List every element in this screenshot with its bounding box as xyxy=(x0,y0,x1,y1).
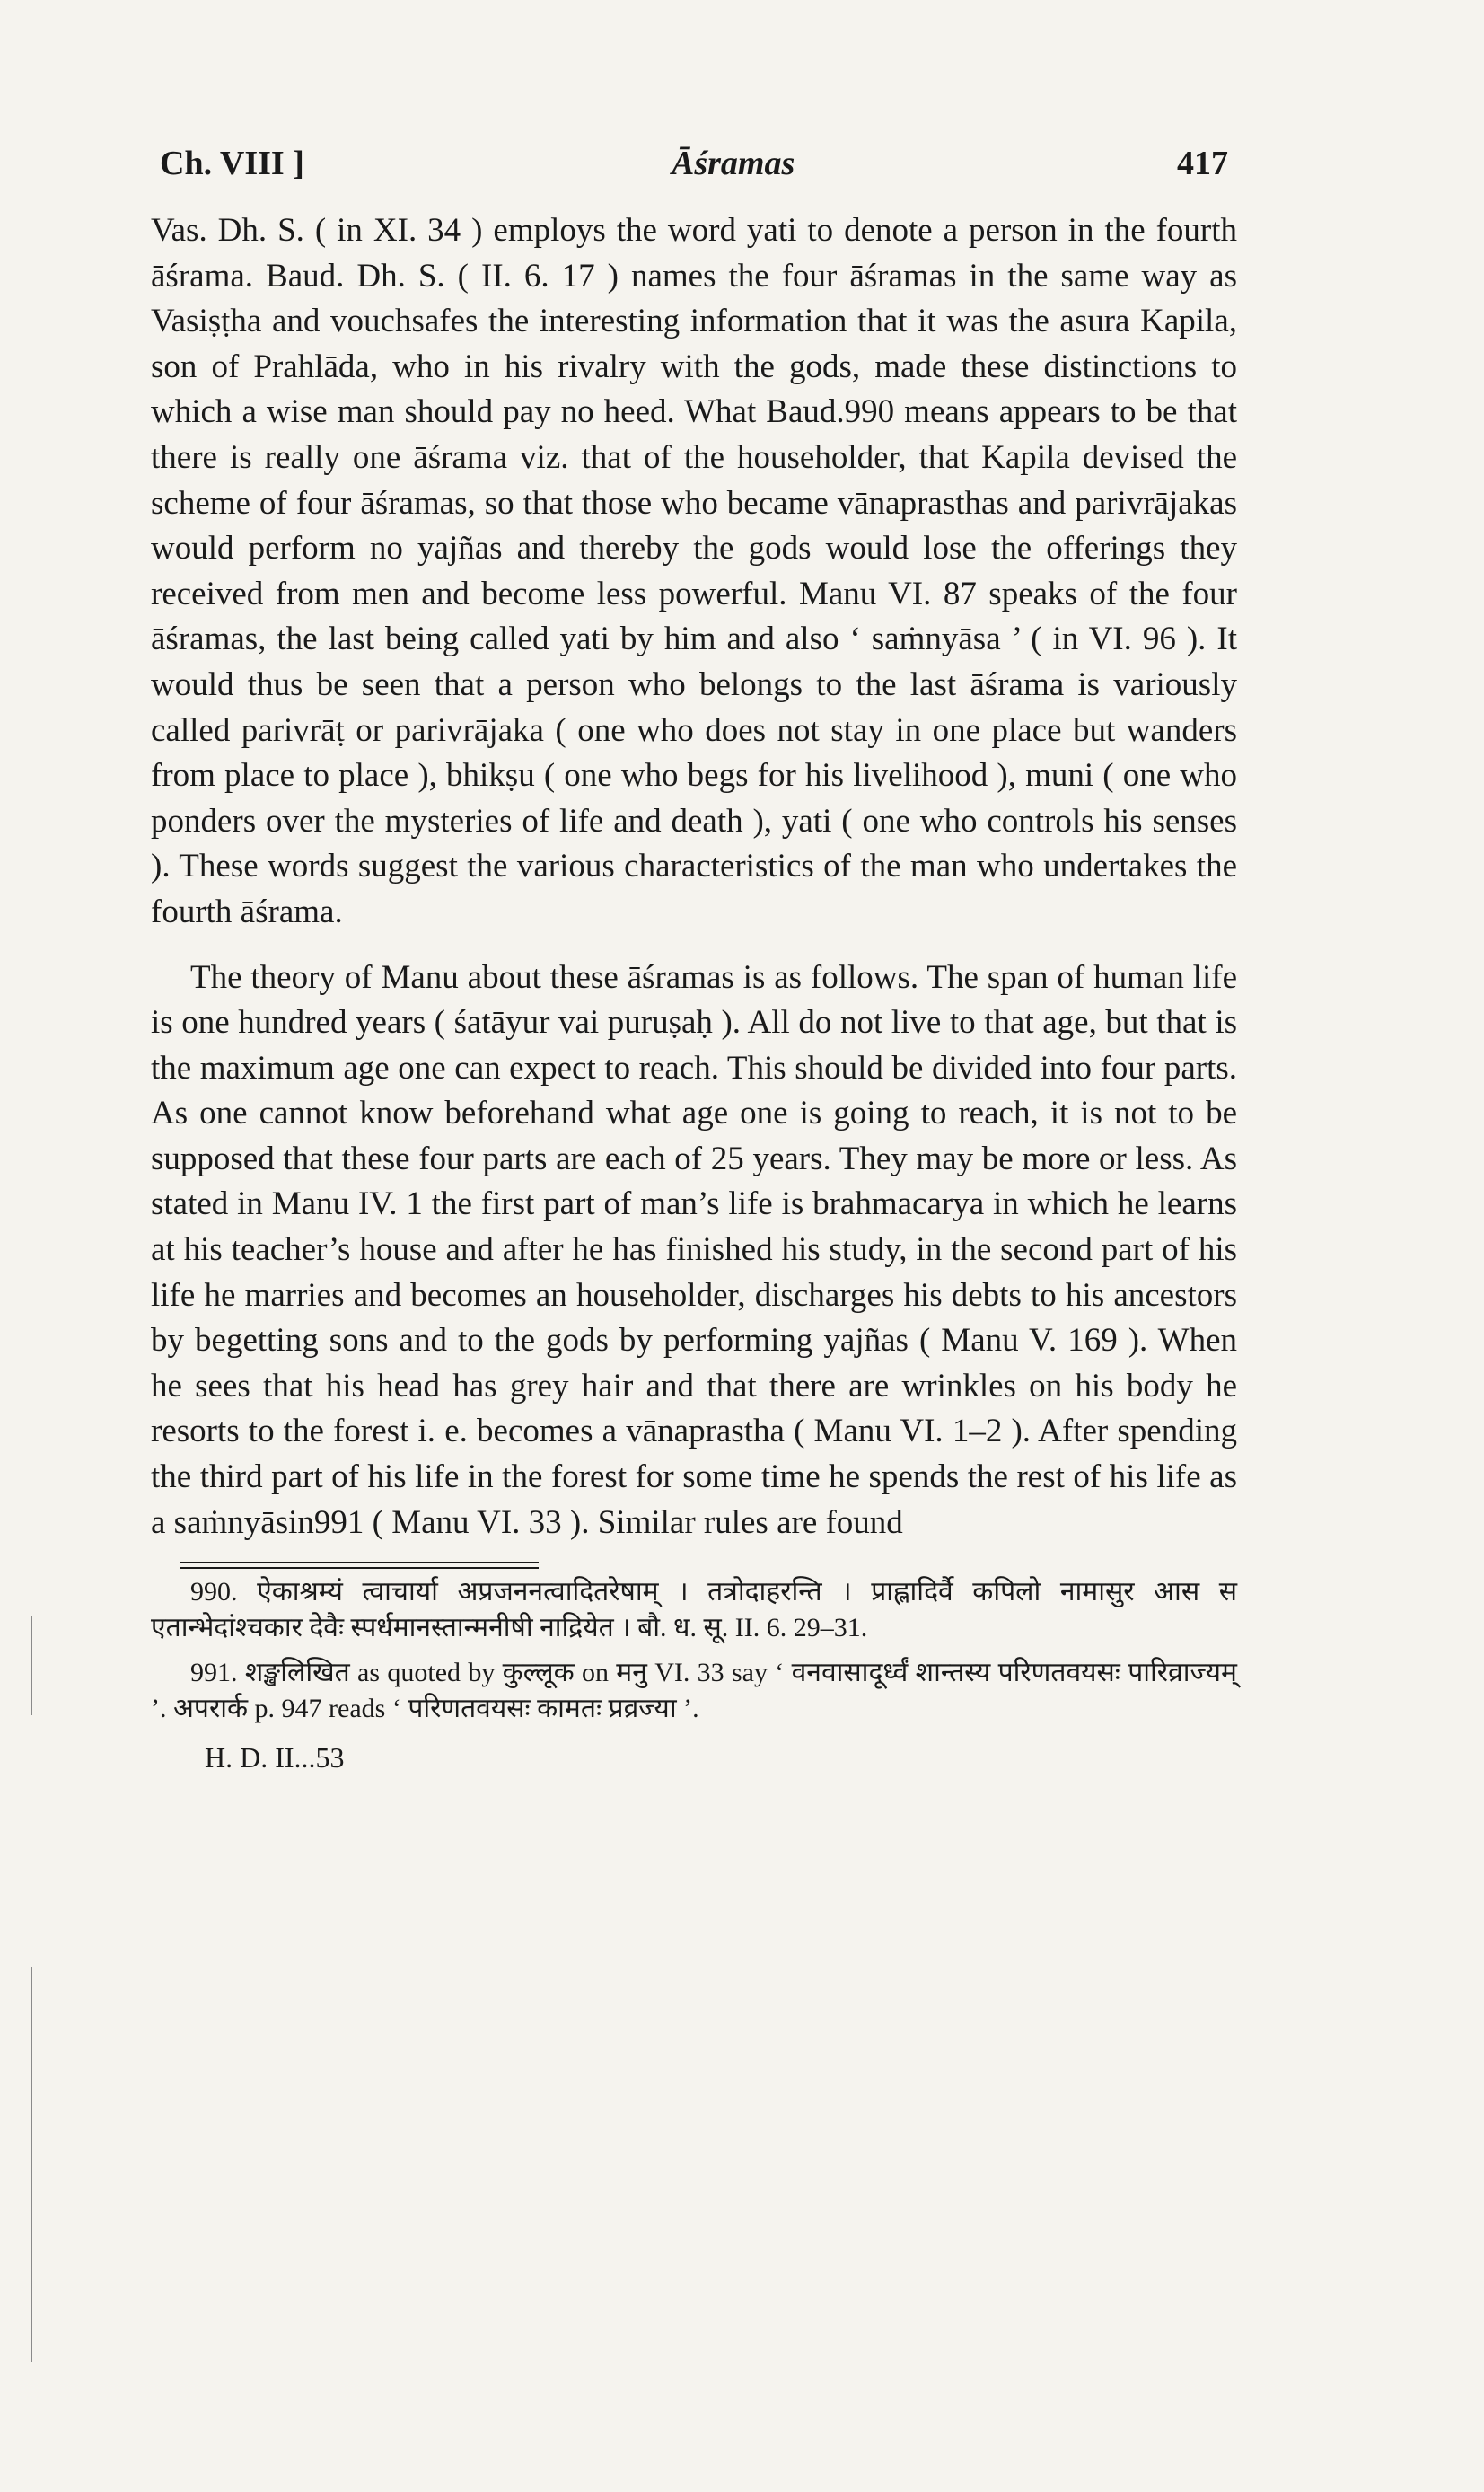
margin-mark-upper xyxy=(31,1616,32,1715)
paragraph-2: The theory of Manu about these āśramas is as follows. The span of human life is one hundred years ( śatāyur vai puruṣaḥ ). All do not live to that age, but that is the maximum age one can expect to reach. This should be divided into four parts. As one cannot know beforehand what age one is going to reach, it is not to be supposed that these four parts are each of 25 years. They may be more or less. As stated in Manu IV. 1 the first part of man’s life is brahmacarya in which he learns at his teacher’s house and after he has finished his study, in the second part of his life he marries and becomes an householder, discharges his debts to his ancestors by begetting sons and to the gods by performing yajñas ( Manu V. 169 ). When he sees that his head has grey hair and that there are wrinkles on his body he resorts to the forest i. e. becomes a vānaprastha ( Manu VI. 1–2 ). After spending the third part of his life in the forest for some time he spends the rest of his life as a saṁnyāsin991 ( Manu VI. 33 ). Similar rules are found xyxy=(151,958,1237,1541)
footnotes xyxy=(151,1574,1237,1727)
footnote-rule xyxy=(180,1562,539,1569)
footnote-991: 991. शङ्खलिखित as quoted by कुल्लूक on मनु VI. 33 say ‘ वनवासादूर्ध्वं शान्तस्य परिणतवयसः पारिव्राज्यम् ’. अपरार्क p. 947 reads ‘ परिणतवयसः कामतः प्रव्रज्या ’. xyxy=(151,1658,1237,1724)
chapter-label: Ch. VIII ] xyxy=(160,145,304,182)
margin-mark-lower xyxy=(31,1967,32,2362)
section-title: Āśramas xyxy=(672,145,795,182)
footnote-990: 990. ऐकाश्रम्यं त्वाचार्या अप्रजननत्वादितरेषाम् । तत्रोदाहरन्ति । प्राह्लादिर्वै कपिलो नामासुर आस स एतान्भेदांश्चकार देवैः स्पर्धमानस्तान्मनीषी नाद्रियेत । बौ. ध. सू. II. 6. 29–31. xyxy=(151,1577,1237,1643)
page-number: 417 xyxy=(1177,145,1228,182)
signature-mark: H. D. II...53 xyxy=(205,1741,345,1774)
book-page xyxy=(151,126,1237,1774)
running-head xyxy=(151,126,1237,189)
body-text xyxy=(151,208,1237,1545)
paragraph-1: Vas. Dh. S. ( in XI. 34 ) employs the word yati to denote a person in the fourth āśrama. Baud. Dh. S. ( II. 6. 17 ) names the four āśramas in the same way as Vasiṣṭha and vouchsafes the interesting information that it was the asura Kapila, son of Prahlāda, who in his rivalry with the gods, made these distinctions to which a wise man should pay no heed. What Baud.990 means appears to be that there is really one āśrama viz. that of the householder, that Kapila devised the scheme of four āśramas, so that those who became vānaprasthas and parivrājakas would perform no yajñas and thereby the gods would lose the offerings they received from men and become less powerful. Manu VI. 87 speaks of the four āśramas, the last being called yati by him and also ‘ saṁnyāsa ’ ( in VI. 96 ). It would thus be seen that a person who belongs to the last āśrama is variously called parivrāṭ or parivrājaka ( one who does not stay in one place but wanders from place to place ), bhikṣu ( one who begs for his livelihood ), muni ( one who ponders over the mysteries of life and death ), yati ( one who controls his senses ). These words suggest the various characteristics of the man who undertakes the fourth āśrama. xyxy=(151,212,1237,930)
